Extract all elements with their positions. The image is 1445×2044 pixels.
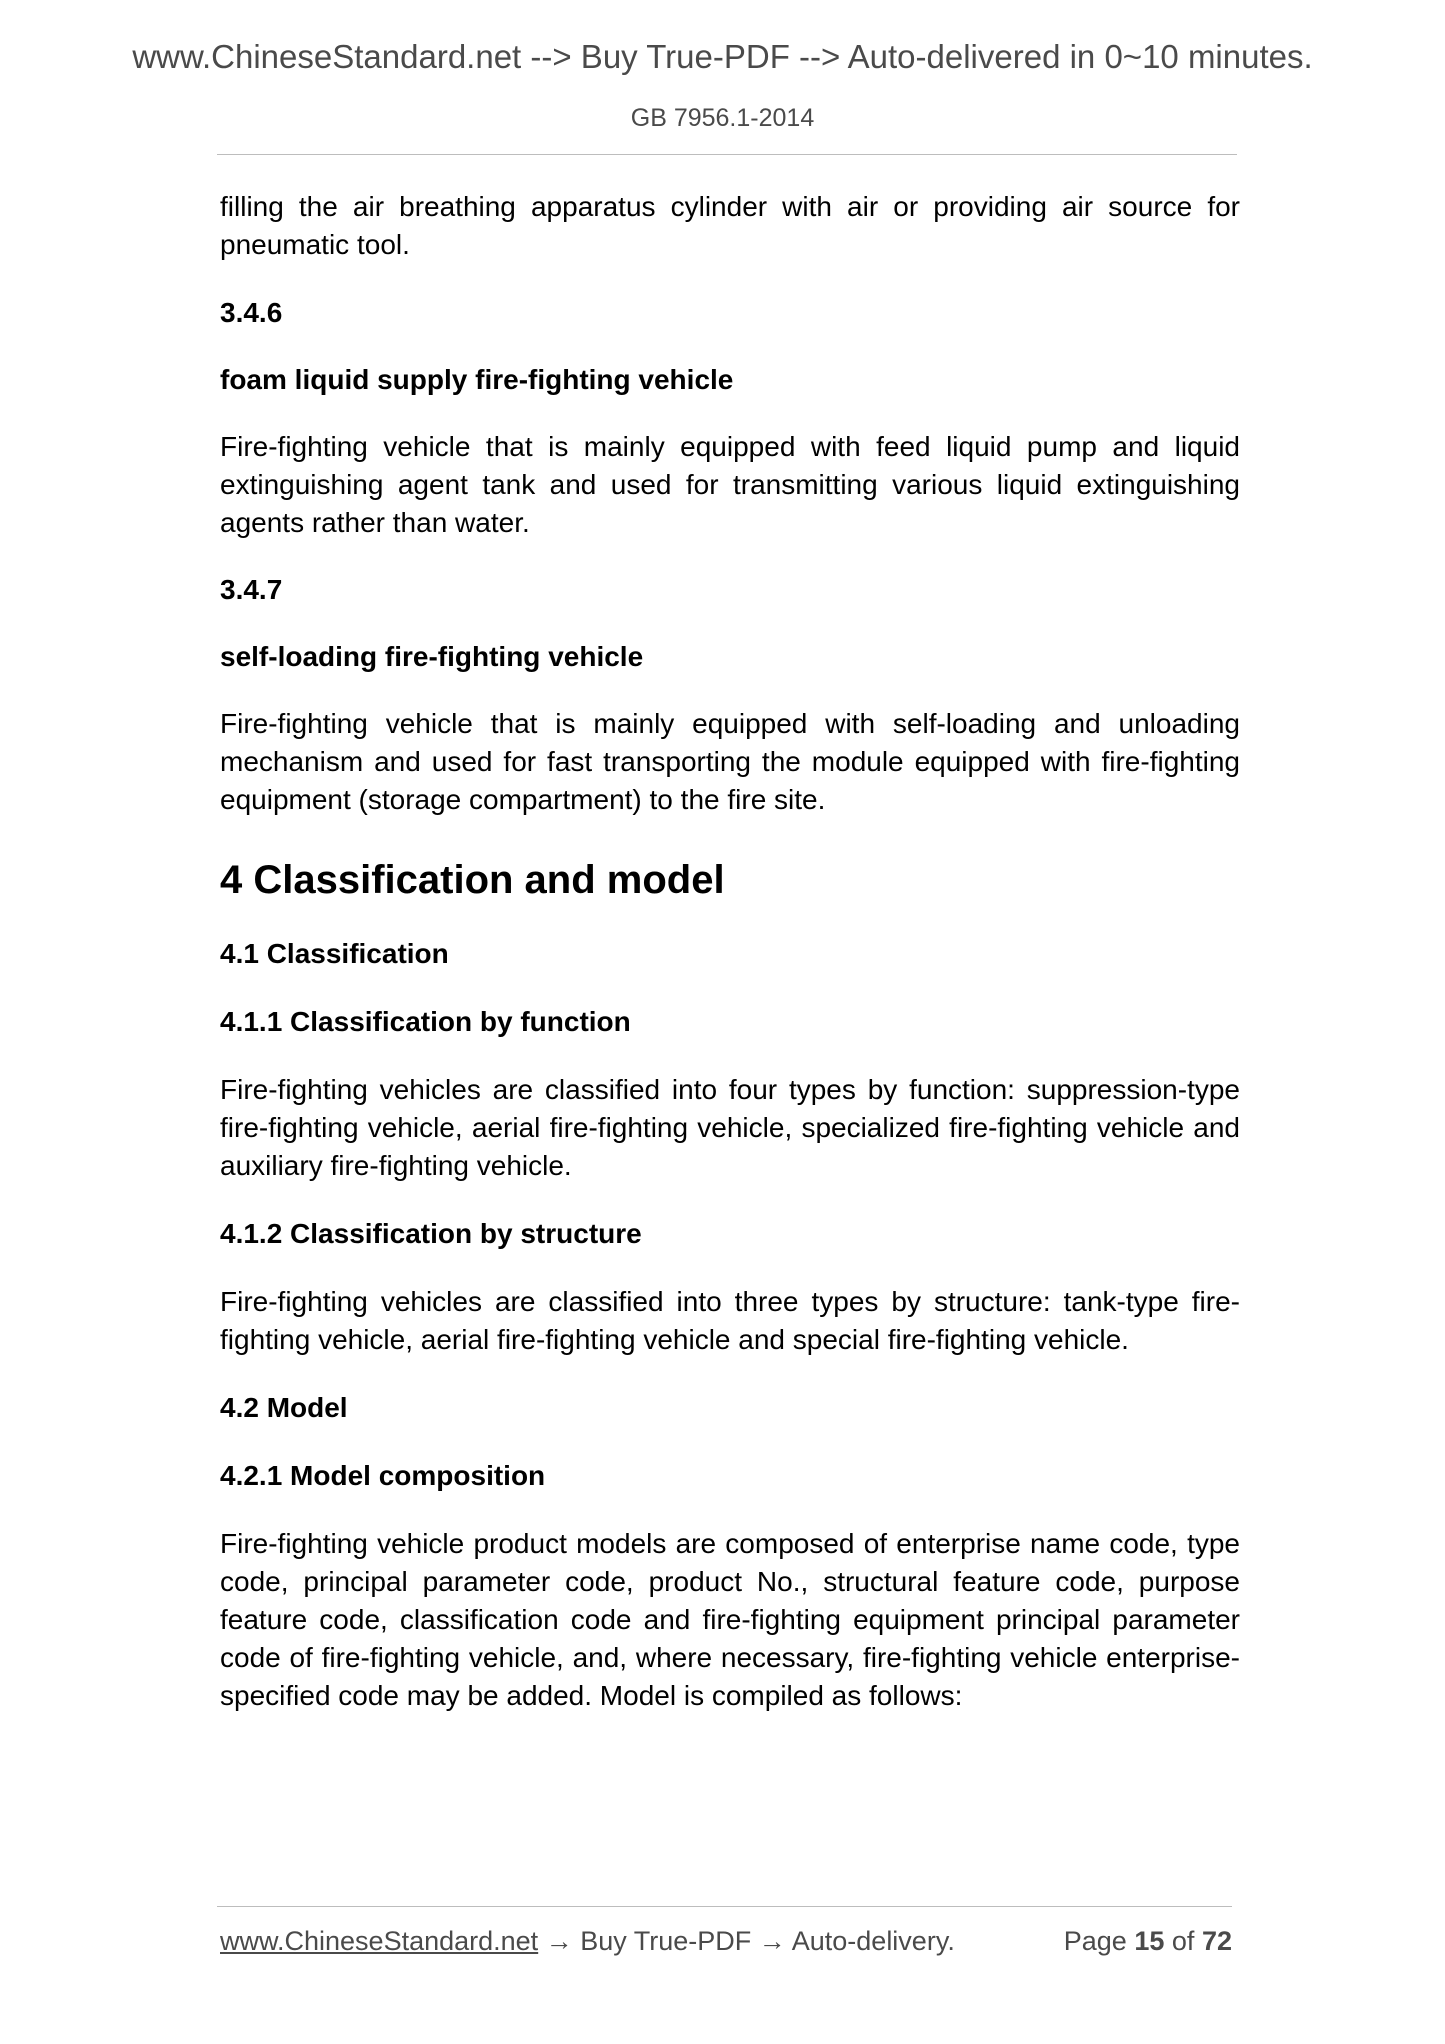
term-self-loading: self-loading fire-fighting vehicle (220, 641, 644, 672)
page-number: 15 (1134, 1926, 1165, 1956)
footer-tagline: → Buy True-PDF → Auto-delivery. (538, 1926, 955, 1956)
section-heading-4: 4 Classification and model (220, 858, 725, 902)
paragraph-4-1-1: Fire-fighting vehicles are classified into four types by function: suppression-type fire-fighting vehicle, aerial fire-fighting vehicle, specialized fire-fighting vehicle and auxiliary fire-fighting vehicle. (220, 1074, 1240, 1181)
definition-3-4-7: Fire-fighting vehicle that is mainly equipped with self-loading and unloading mechanism and used for fast transporting the module equipped with fire-fighting equipment (storage compartment) to the fire site. (220, 708, 1240, 815)
top-banner: www.ChineseStandard.net --> Buy True-PDF --> Auto-delivered in 0~10 minutes. (132, 38, 1313, 75)
page-indicator (1064, 1926, 1232, 1957)
clause-number-3-4-6: 3.4.6 (220, 297, 283, 328)
heading-4-1-1: 4.1.1 Classification by function (220, 1006, 631, 1037)
clause-number-3-4-7: 3.4.7 (220, 574, 283, 605)
heading-4-1-2: 4.1.2 Classification by structure (220, 1218, 642, 1249)
page-content (220, 188, 1240, 1715)
continued-paragraph: filling the air breathing apparatus cylinder with air or providing air source for pneumatic tool. (220, 191, 1240, 260)
heading-4-2: 4.2 Model (220, 1392, 348, 1423)
definition-3-4-6: Fire-fighting vehicle that is mainly equipped with feed liquid pump and liquid extinguishing agent tank and used for transmitting various liquid extinguishing agents rather than water. (220, 431, 1240, 538)
heading-4-2-1: 4.2.1 Model composition (220, 1460, 546, 1491)
footer-left (220, 1926, 955, 1957)
term-foam-liquid-supply: foam liquid supply fire-fighting vehicle (220, 364, 734, 395)
footer-website-link[interactable]: www.ChineseStandard.net (220, 1926, 539, 1956)
page-label: Page (1063, 1926, 1127, 1956)
footer-divider (217, 1906, 1232, 1907)
header-divider (217, 154, 1237, 155)
page-total: 72 (1201, 1926, 1232, 1956)
of-label: of (1171, 1926, 1195, 1956)
paragraph-4-2-1: Fire-fighting vehicle product models are composed of enterprise name code, type code, principal parameter code, product No., structural feature code, purpose feature code, classification code and fire-fighting equipment principal parameter code of fire-fighting vehicle, and, where necessary, fire-fighting vehicle enterprise-specified code may be added. Model is compiled as follows: (220, 1528, 1240, 1711)
paragraph-4-1-2: Fire-fighting vehicles are classified into three types by structure: tank-type fire-fighting vehicle, aerial fire-fighting vehicle and special fire-fighting vehicle. (220, 1286, 1240, 1355)
document-code: GB 7956.1-2014 (630, 104, 815, 132)
heading-4-1: 4.1 Classification (220, 938, 449, 969)
